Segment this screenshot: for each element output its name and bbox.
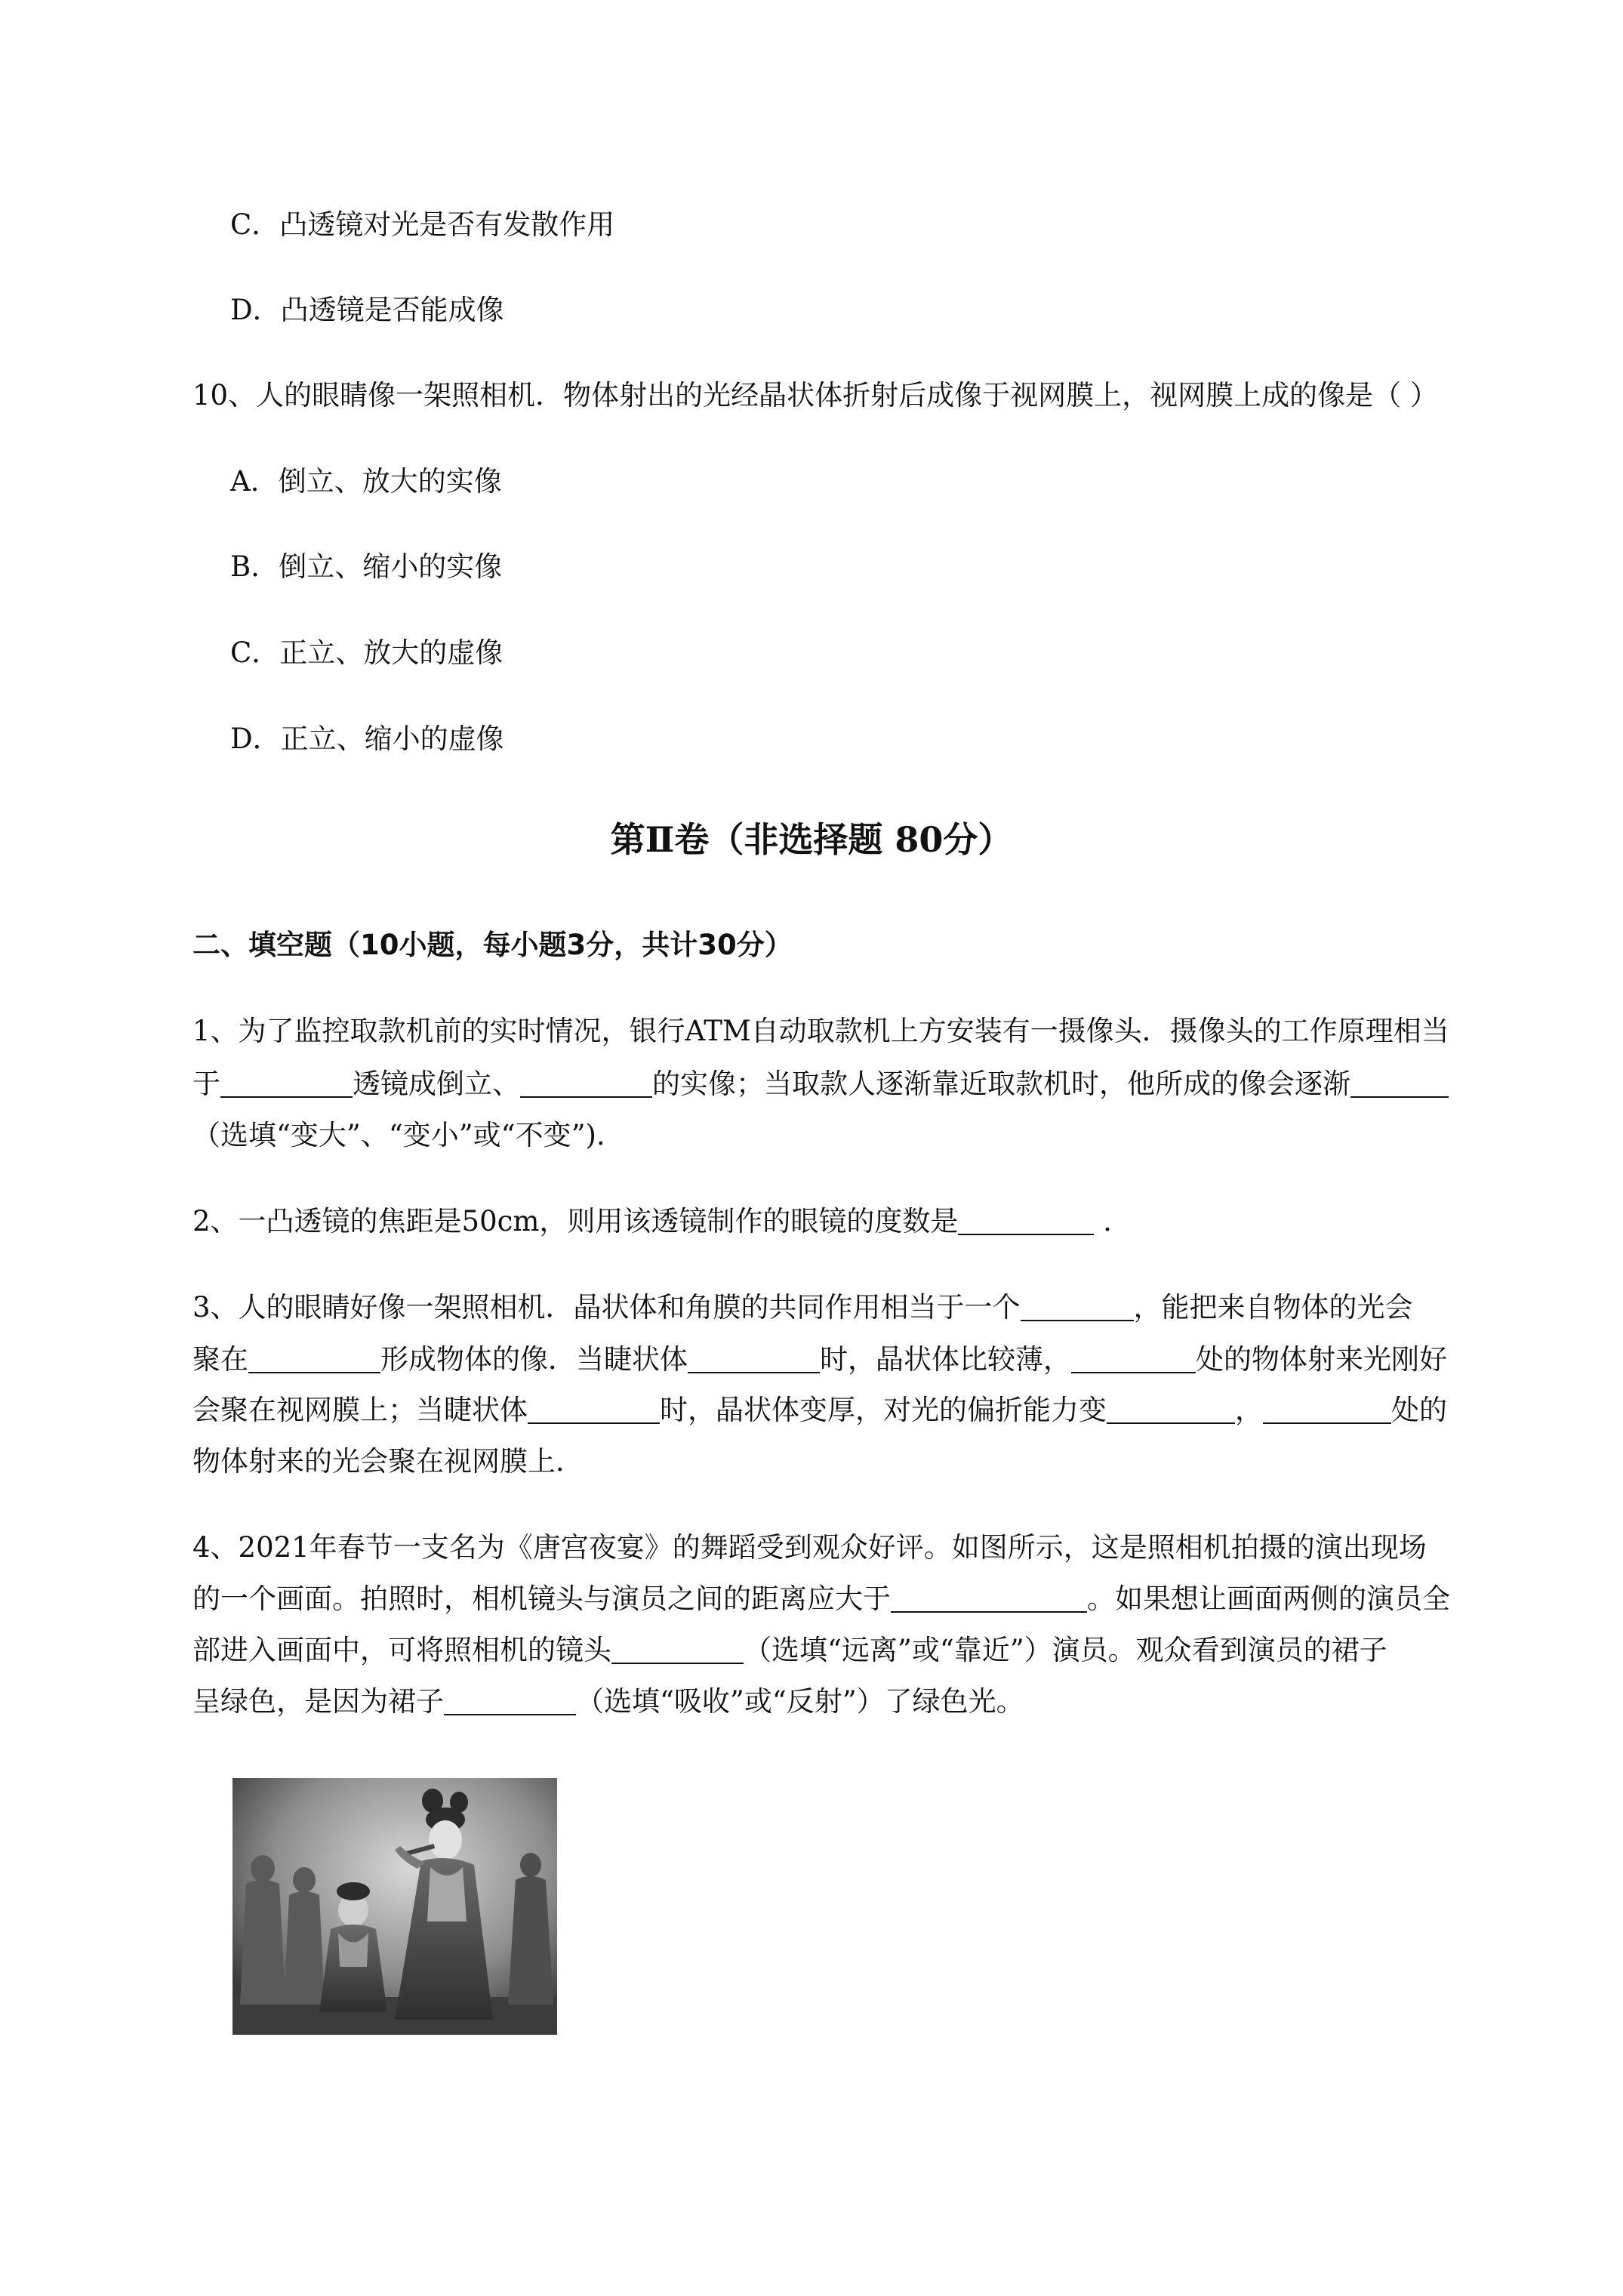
q1-text-a: 于	[192, 1068, 220, 1100]
q3-blank-3[interactable]	[688, 1342, 820, 1373]
q4-blank-2[interactable]	[611, 1632, 744, 1664]
q10-option-c: C．正立、放大的虚像	[230, 636, 504, 669]
q1-blank-1[interactable]	[220, 1066, 353, 1098]
q3-text-b: ，能把来自物体的光会	[1133, 1291, 1413, 1324]
q4-blank-1[interactable]	[891, 1581, 1087, 1613]
q4-text-e: 呈绿色，是因为裙子	[192, 1685, 444, 1718]
q3-blank-6[interactable]	[1107, 1392, 1235, 1424]
q1-line-3: （选填“变大”、“变小”或“不变”).	[192, 1119, 605, 1151]
q1-blank-2[interactable]	[520, 1066, 652, 1098]
q10-option-b: B．倒立、缩小的实像	[230, 550, 503, 583]
q4-text-b: 。如果想让画面两侧的演员全	[1087, 1583, 1450, 1615]
q4-text-c: 部进入画面中，可将照相机的镜头	[192, 1634, 611, 1666]
q3-text-i: ，	[1235, 1394, 1263, 1426]
q3-text-h: 时，晶状体变厚，对光的偏折能力变	[660, 1394, 1107, 1426]
dance-performance-photo	[233, 1778, 557, 2035]
q4-text-f: （选填“吸收”或“反射”）了绿色光。	[576, 1685, 1024, 1718]
q3-line-3	[192, 1391, 1521, 1430]
q1-blank-3[interactable]	[1350, 1066, 1449, 1098]
section-title: 第Ⅱ卷（非选择题 80分）	[610, 819, 1013, 860]
q3-blank-4[interactable]	[1071, 1342, 1196, 1373]
q4-line-3	[192, 1631, 1521, 1670]
q10-option-d: D．正立、缩小的虚像	[230, 723, 504, 755]
q4-line-4	[192, 1682, 1521, 1721]
q2-line	[192, 1202, 1521, 1241]
q2-blank[interactable]	[958, 1203, 1094, 1235]
q3-blank-7[interactable]	[1263, 1392, 1391, 1424]
q3-line-4: 物体射来的光会聚在视网膜上．	[192, 1445, 584, 1478]
q3-text-a: 3、人的眼睛好像一架照相机．晶状体和角膜的共同作用相当于一个	[192, 1291, 1021, 1324]
q4-text-a: 的一个画面。拍照时，相机镜头与演员之间的距离应大于	[192, 1583, 891, 1615]
q10-stem: 10、人的眼睛像一架照相机．物体射出的光经晶状体折射后成像于视网膜上，视网膜上成的像是（ ）	[192, 379, 1438, 411]
q3-line-1	[192, 1288, 1521, 1327]
q4-line-2	[192, 1579, 1521, 1619]
q3-text-e: 时，晶状体比较薄，	[820, 1343, 1071, 1376]
q3-text-d: 形成物体的像．当睫状体	[380, 1343, 688, 1376]
q3-text-j: 处的	[1391, 1394, 1447, 1426]
part2-heading: 二、填空题（10小题，每小题3分，共计30分）	[192, 929, 793, 961]
q1-line-2	[192, 1065, 1521, 1104]
q2-text-a: 2、一凸透镜的焦距是50cm，则用该透镜制作的眼镜的度数是	[192, 1205, 959, 1237]
q4-text-d: （选填“远离”或“靠近”）演员。观众看到演员的裙子	[744, 1634, 1387, 1666]
q9-option-d: D．凸透镜是否能成像	[230, 294, 504, 326]
q9-option-c	[230, 205, 614, 245]
q3-blank-2[interactable]	[248, 1342, 380, 1373]
q3-line-2	[192, 1340, 1521, 1379]
q3-text-c: 聚在	[192, 1343, 248, 1376]
q1-text-c: 的实像；当取款人逐渐靠近取款机时，他所成的像会逐渐	[652, 1068, 1350, 1100]
q1-line-1: 1、为了监控取款机前的实时情况，银行ATM自动取款机上方安装有一摄像头．摄像头的工作原理相当	[192, 1015, 1449, 1047]
q9-option-c-text: C．凸透镜对光是否有发散作用	[230, 208, 615, 241]
q10-option-a: A．倒立、放大的实像	[230, 465, 502, 498]
q4-blank-3[interactable]	[444, 1684, 576, 1715]
q3-blank-5[interactable]	[528, 1392, 660, 1424]
q4-line-1: 4、2021年春节一支名为《唐宫夜宴》的舞蹈受到观众好评。如图所示，这是照相机拍摄的演出现场	[192, 1531, 1427, 1564]
q3-text-g: 会聚在视网膜上；当睫状体	[192, 1394, 528, 1426]
q3-text-f: 处的物体射来光刚好	[1196, 1343, 1447, 1376]
q2-text-b: ．	[1094, 1205, 1132, 1237]
q1-text-b: 透镜成倒立、	[353, 1068, 520, 1100]
q3-blank-1[interactable]	[1021, 1290, 1134, 1321]
